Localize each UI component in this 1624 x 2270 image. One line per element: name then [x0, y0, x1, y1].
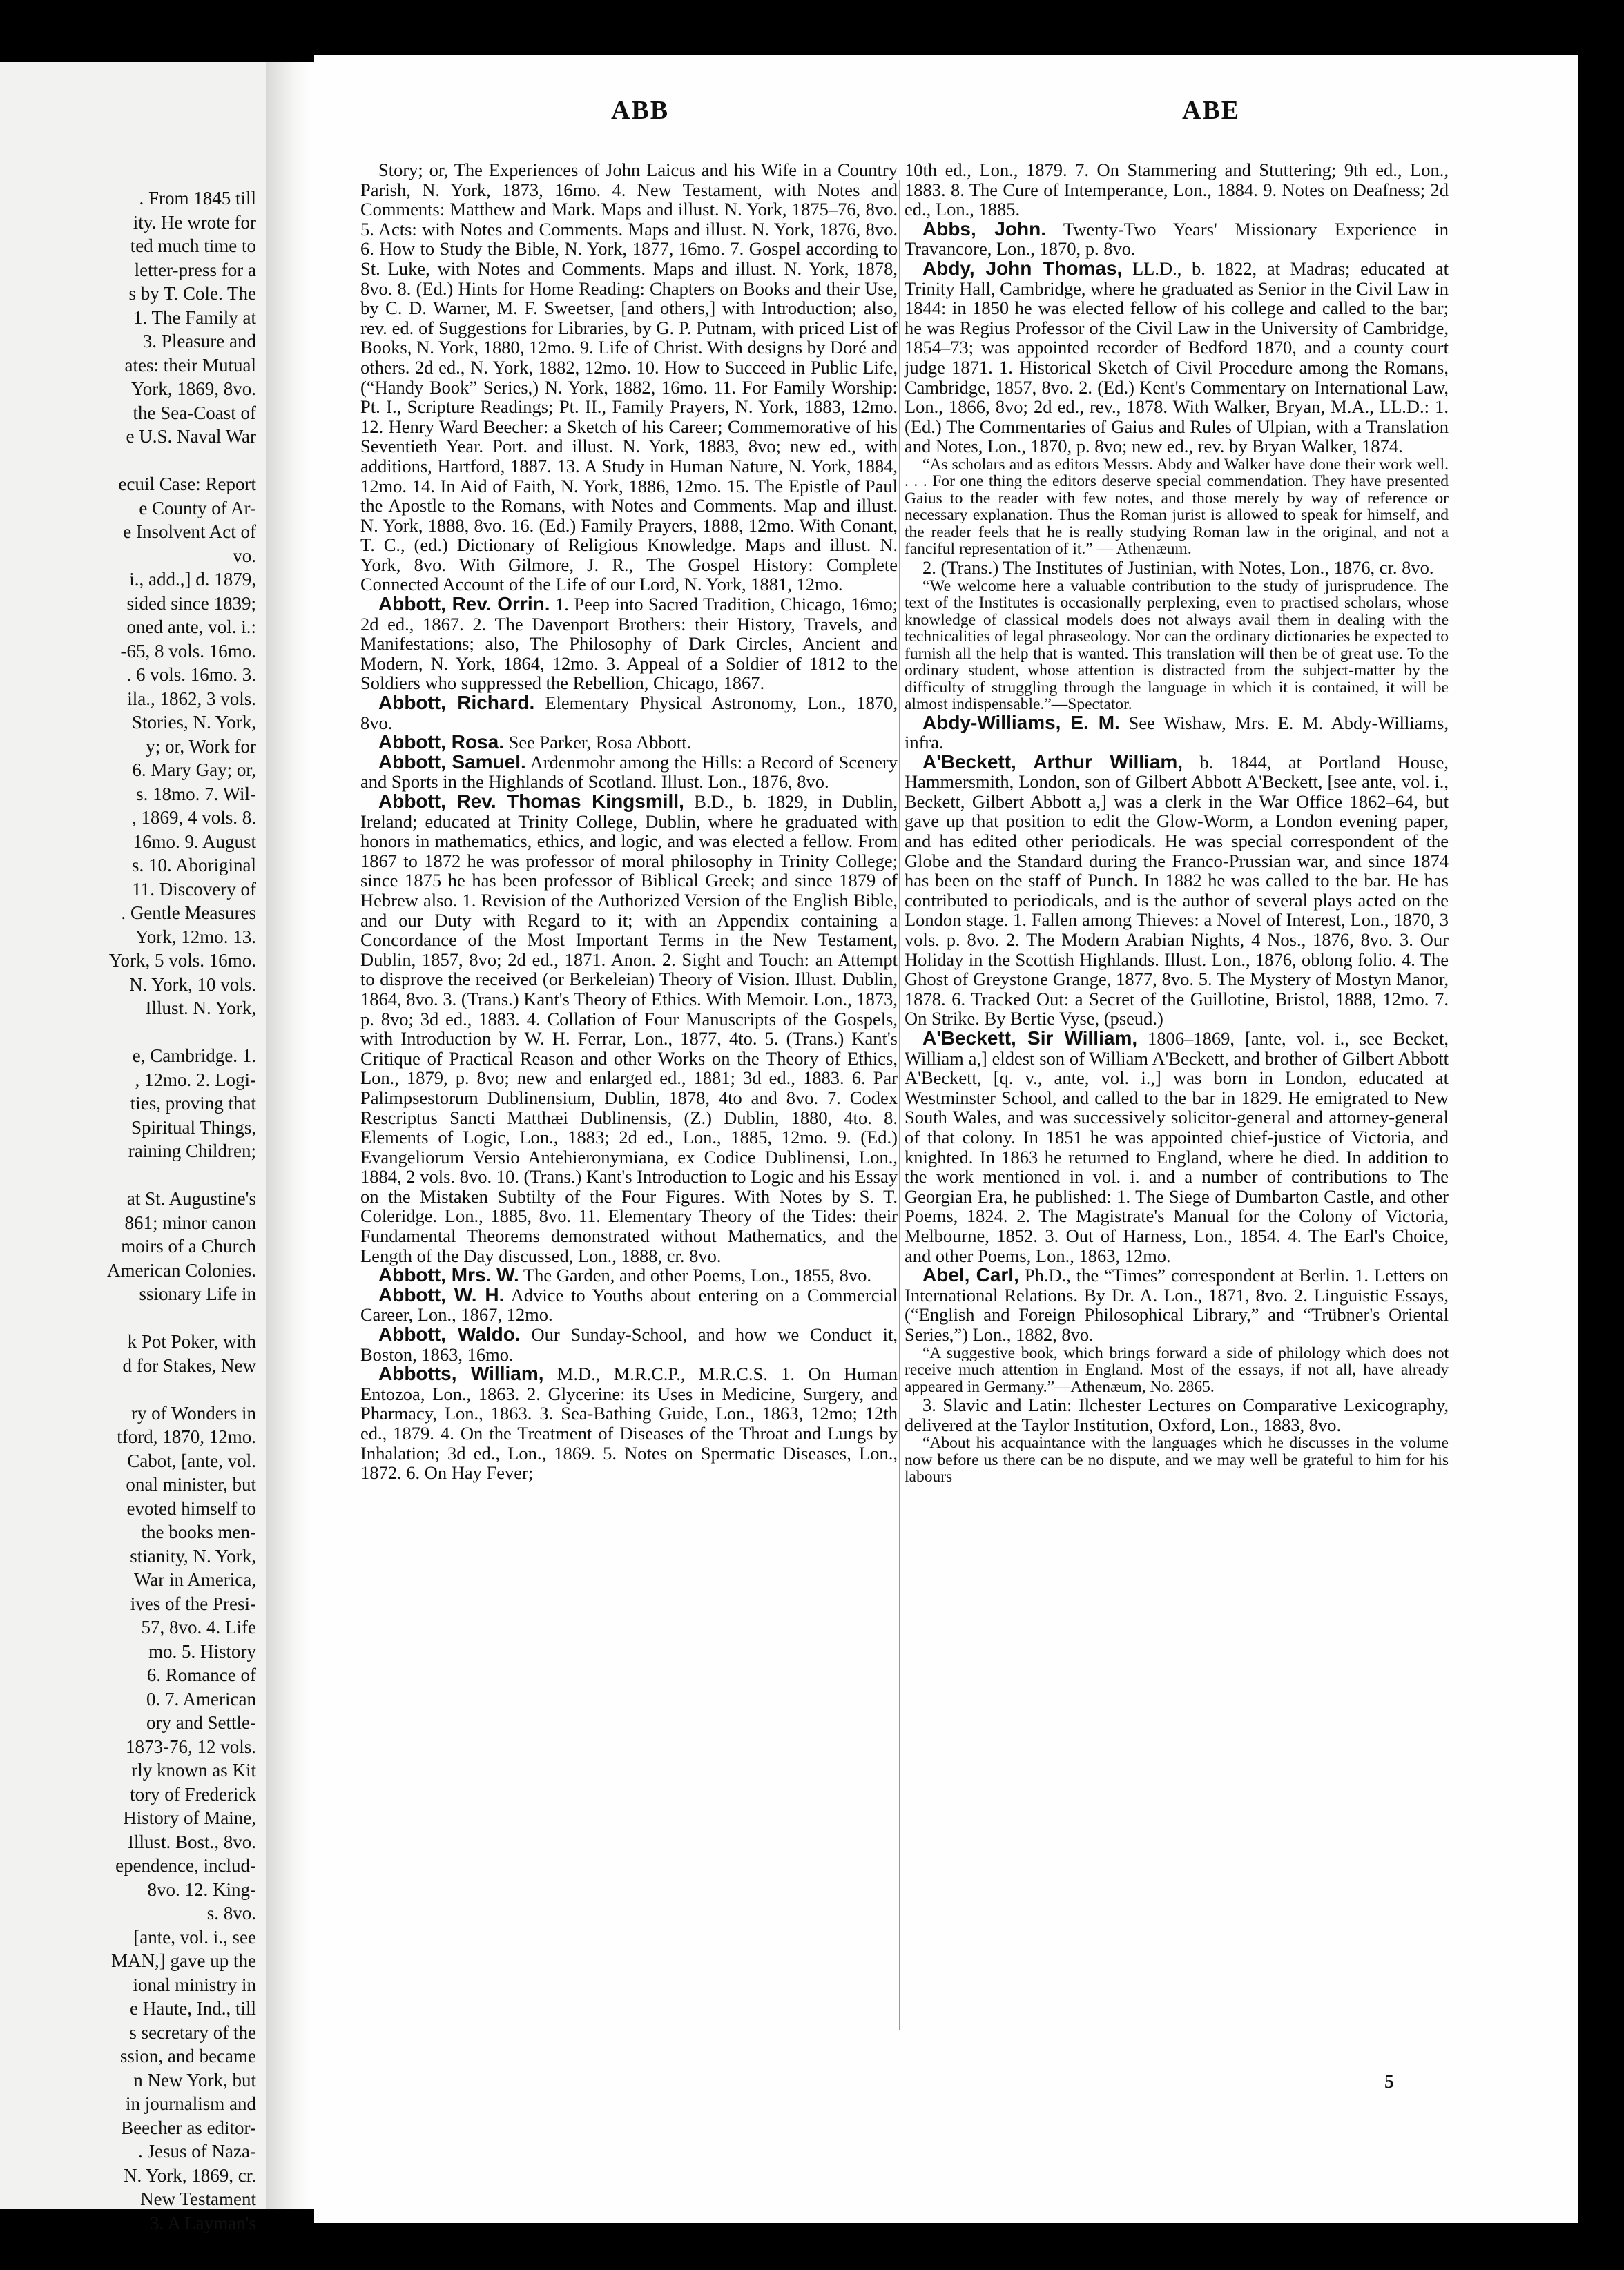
left-page-line: tory of Frederick	[130, 1783, 256, 1805]
left-page-line: . From 1845 till	[139, 188, 256, 208]
left-page-line: s secretary of the	[129, 2021, 256, 2043]
left-page-line: N. York, 1869, cr.	[123, 2164, 256, 2186]
left-page-line: n New York, but	[133, 2069, 256, 2090]
left-page-line: the Sea-Coast of	[133, 402, 256, 423]
dictionary-entry	[360, 792, 898, 1265]
dictionary-entry	[360, 1283, 898, 1326]
dictionary-entry	[905, 750, 1449, 1029]
left-page-line: 57, 8vo. 4. Life	[141, 1617, 256, 1638]
column-divider	[899, 180, 900, 2030]
entry-text: 3. Slavic and Latin: Ilchester Lectures on Comparative Lexicography, delivered at the Taylor Institution, Oxford, Lon., 1883, 8vo.	[905, 1395, 1449, 1435]
left-page-line: vo.	[233, 545, 256, 566]
dictionary-entry	[360, 750, 898, 793]
entry-headword: Abbott, Samuel.	[378, 750, 526, 773]
left-page-line	[0, 1163, 256, 1187]
left-page-line: the books men-	[141, 1522, 256, 1542]
left-page-line: 3. Pleasure and	[142, 331, 256, 351]
entry-text: Ardenmohr among the Hills: a Record of Scenery and Sports in the Highlands of Scotland. Illust. Lon., 1876, 8vo.	[360, 751, 898, 793]
entry-text: 1. Peep into Sacred Tradition, Chicago, 16mo; 2d ed., 1867. 2. The Davenport Brothers: their History, Travels, and Manifestations; also, The Philosophy of Dark Circles, Ancient and Modern, N. York, 1864, 12mo. 3. Appeal of a Soldier of 1812 to the Soldiers who suppressed the Rebellion, Chicago, 1867.	[360, 594, 898, 694]
left-page-line: [ante, vol. i., see	[133, 1926, 256, 1948]
entry-headword: Abbott, Rev. Orrin.	[378, 593, 550, 615]
left-page-line: e, Cambridge. 1.	[132, 1045, 256, 1066]
left-page-line: s. 10. Aboriginal	[132, 855, 256, 875]
entry-headword: Abbott, Rev. Thomas Kingsmill,	[378, 790, 684, 812]
left-page-line: 1873-76, 12 vols.	[126, 1736, 256, 1757]
column-right	[905, 160, 1449, 1486]
entry-text: Our Sunday-School, and how we Conduct it, Boston, 1863, 16mo.	[360, 1324, 898, 1365]
column-left	[360, 160, 898, 1483]
left-page-line: . 6 vols. 16mo. 3.	[126, 664, 256, 685]
left-page-line: k Pot Poker, with	[127, 1331, 256, 1352]
entry-text: “About his acquaintance with the languages which he discusses in the volume now before us there can be no dispute, and we may well be grateful to him for his labours	[905, 1434, 1449, 1486]
entry-headword: Abbott, Mrs. W.	[378, 1264, 519, 1286]
left-page-line: 1. The Family at	[133, 307, 256, 328]
left-page-line: 861; minor canon	[124, 1212, 256, 1233]
dictionary-entry	[905, 217, 1449, 260]
entry-headword: A'Beckett, Sir William,	[922, 1027, 1138, 1049]
left-page-line: 16mo. 9. August	[133, 831, 256, 852]
left-page-line: d for Stakes, New	[122, 1355, 256, 1376]
entry-text: “A suggestive book, which brings forward a side of philology which does not receive much attention in England. Most of the essays, if not all, have already appeared in Germany.”—Athenæum, No. 2865.	[905, 1343, 1449, 1396]
entry-headword: Abbott, Waldo.	[378, 1323, 521, 1346]
entry-headword: Abdy, John Thomas,	[922, 257, 1123, 279]
entry-headword: Abdy-Williams, E. M.	[922, 711, 1120, 733]
left-page-line: s. 8vo.	[206, 1903, 256, 1923]
left-page-line: ory and Settle-	[146, 1712, 256, 1733]
entry-paragraph	[360, 160, 898, 594]
left-page-line: e County of Ar-	[139, 497, 256, 518]
left-page-line: ives of the Presi-	[130, 1593, 256, 1614]
entry-headword: Abbott, W. H.	[378, 1283, 505, 1306]
entry-headword: Abbott, Richard.	[378, 692, 535, 714]
entry-headword: Abbotts, William,	[378, 1363, 544, 1385]
left-page-line: York, 1869, 8vo.	[130, 378, 256, 399]
left-page-line: -65, 8 vols. 16mo.	[120, 640, 256, 661]
left-page-line: 8vo. 12. King-	[147, 1879, 256, 1900]
left-page-line: . Gentle Measures	[121, 902, 256, 923]
page-number: 5	[1384, 2071, 1394, 2093]
left-page-line: e Insolvent Act of	[123, 521, 256, 542]
left-page-line: 11. Discovery of	[132, 878, 256, 900]
dictionary-entry	[905, 1029, 1449, 1265]
entry-headword: Abbs, John.	[922, 217, 1046, 240]
entry-text: See Wishaw, Mrs. E. M. Abdy-Williams, infra.	[905, 712, 1449, 753]
review-quote	[905, 1435, 1449, 1486]
left-page-line: rly known as Kit	[131, 1760, 256, 1781]
left-page-line: e Haute, Ind., till	[130, 1998, 256, 2019]
entry-text: 1806–1869, [ante, vol. i., see Becket, William a,] eldest son of William A'Beckett, and brother of Gilbert Abbott A'Beckett, [q. v., ante, vol. i.,] was born in London, educated at Westminster School, and called to the bar in 1829. He emigrated to New South Wales, and was successively solicitor-general and attorney-general of that colony. In 1851 he was appointed chief-justice of Victoria, and knighted. In 1863 he returned to England, where he died. In addition to the work mentioned in vol. i. and a number of contributions to The Georgian Era, he published: 1. The Siege of Dumbarton Castle, and other Poems, 1824. 2. The Magistrate's Manual for the Colony of Victoria, Melbourne, 1852. 3. Out of Harness, Lon., 1854. 4. The Earl's Choice, and other Poems, Lon., 1863, 12mo.	[905, 1028, 1449, 1266]
entry-text: Elementary Physical Astronomy, Lon., 1870, 8vo.	[360, 692, 898, 733]
left-page-line: evoted himself to	[126, 1497, 256, 1519]
review-quote	[905, 456, 1449, 558]
left-page-line: 6. Mary Gay; or,	[132, 759, 256, 780]
entry-headword: A'Beckett, Arthur William,	[922, 750, 1183, 773]
left-page-line: ssion, and became	[119, 2046, 256, 2066]
entry-continuation	[905, 160, 1449, 220]
dictionary-entry	[360, 693, 898, 733]
left-page-line: moirs of a Church	[121, 1236, 256, 1257]
left-page-line: American Colonies.	[107, 1259, 256, 1281]
entry-text: Story; or, The Experiences of John Laicus and his Wife in a Country Parish, N. York, 1873, 16mo. 4. New Testament, with Notes and Comments: Matthew and Mark. Maps and illust. N. York, 1875–76, 8vo. 5. Acts: with Notes and Comments. Maps and illust. N. York, 1876, 8vo. 6. How to Study the Bible, N. York, 1877, 16mo. 7. Gospel according to St. Luke, with Notes and Comments. Maps and illust. N. York, 1878, 8vo. 8. (Ed.) Hints for Home Reading: Chapters on Books and their Use, by C. D. Warner, M. F. Sweetser, [and others,] with Introduction; also, rev. ed. of Suggestions for Libraries, by G. P. Putnam, with priced List of Books, N. York, 1880, 12mo. 9. Life of Christ. With designs by Doré and others. 2d ed., N. York, 1882, 12mo. 10. How to Succeed in Public Life, (“Handy Book” Series,) N. York, 1882, 16mo. 11. For Family Worship: Pt. I., Scripture Readings; Pt. II., Family Prayers, N. York, 1883, 12mo. 12. Henry Ward Beecher: a Sketch of his Career; Commemorative of his Seventieth Year. Port. and illust. N. York, 1883, 8vo; new ed., with additions, Hartford, 1887. 13. A Study in Human Nature, N. York, 1884, 12mo. 14. In Aid of Faith, N. York, 1886, 12mo. 15. The Epistle of Paul the Apostle to the Romans, with Notes and Comments. Map and illust. N. York, 1888, 8vo. 16. (Ed.) Family Prayers, 1888, 12mo. With Conant, T. C., (ed.) Dictionary of Religious Knowledge. Maps and illust. N. York, 8vo. With Gilmore, J. R., The Gospel History: Complete Connected Account of the Life of our Lord, N. York, 1881, 12mo.	[360, 159, 898, 595]
left-page-line: York, 12mo. 13.	[135, 926, 256, 947]
left-page-line: War in America,	[133, 1569, 256, 1590]
left-page-line: ila., 1862, 3 vols.	[127, 688, 256, 709]
left-page-line: s. 18mo. 7. Wil-	[136, 783, 256, 804]
left-page-line	[0, 449, 256, 473]
left-page-line	[0, 1306, 256, 1330]
left-page-line: MAN,] gave up the	[111, 1950, 256, 1971]
left-page-line: ssionary Life in	[139, 1283, 256, 1304]
left-page-line: History of Maine,	[123, 1807, 256, 1828]
left-page-line: ional ministry in	[133, 1974, 256, 1995]
left-page-line: N. York, 10 vols.	[129, 973, 256, 995]
left-page-line: , 12mo. 2. Logi-	[135, 1069, 256, 1090]
entry-text: b. 1844, at Portland House, Hammersmith, London, son of Gilbert Abbott A'Beckett, [see ante, vol. i., Beckett, Gilbert Abbott a,] was a clerk in the War Office 1862–64, but gave up that position to edit the Glow-Worm, a London evening paper, and has edited other periodicals. He was special correspondent of the Globe and the Standard during the Franco-Prussian war, and since 1874 has been on the staff of Punch. In 1882 he was called to the bar. He has contributed to periodicals, and is the author of several plays acted on the London stage. 1. Fallen among Thieves: a Novel of Interest, Lon., 1870, 3 vols. p. 8vo. 2. The Modern Arabian Nights, 4 Nos., 1876, 8vo. 3. Our Holiday in the Scottish Highlands. Illust. Lon., 1876, oblong folio. 4. The Ghost of Greystone Grange, 1877, 8vo. 5. The Mystery of Mostyn Manor, 1878. 6. Tracked Out: a Secret of the Guillotine, Bristol, 1888, 12mo. 7. On Strike. By Bertie Vyse, (pseud.)	[905, 751, 1449, 1029]
left-page-line: ecuil Case: Report	[118, 474, 256, 494]
left-page-line: in journalism and	[126, 2093, 256, 2114]
left-page-line: sided since 1839;	[126, 592, 256, 614]
left-page-line: York, 5 vols. 16mo.	[108, 950, 256, 971]
left-page-line: stianity, N. York,	[130, 1545, 256, 1566]
left-page-line: ted much time to	[130, 235, 256, 256]
dictionary-entry	[905, 1265, 1449, 1344]
entry-text: 10th ed., Lon., 1879. 7. On Stammering and Stuttering; 9th ed., Lon., 1883. 8. The Cure of Intemperance, Lon., 1884. 9. Notes on Deafness; 2d ed., Lon., 1885.	[905, 159, 1449, 220]
entry-text: “We welcome here a valuable contribution to the study of jurisprudence. The text of the Institutes is occasionally perplexing, even to practised scholars, whose knowledge of classical models does not always avail them in dealing with the technicalities of legal phraseology. Nor can the ordinary dictionaries be expected to furnish all the help that is wanted. This translation will then be of great use. To the ordinary student, whose attention is distracted from the subject-matter by the difficulty of struggling through the language in which it is contained, it will be almost indispensable.”—Spectator.	[905, 576, 1449, 713]
entry-headword: Abbott, Rosa.	[378, 731, 504, 753]
left-page-line: ry of Wonders in	[130, 1402, 256, 1424]
dictionary-entry	[905, 713, 1449, 753]
left-page-line: 0. 7. American	[146, 1688, 256, 1709]
left-page-line: ates: their Mutual	[124, 354, 256, 376]
left-page-line: Cabot, [ante, vol.	[127, 1450, 256, 1471]
left-page-line	[0, 1377, 256, 1401]
dictionary-entry	[360, 1325, 898, 1364]
running-head-right: ABE	[1182, 96, 1241, 125]
dictionary-entry	[360, 594, 898, 693]
review-quote	[905, 578, 1449, 713]
left-page-line: s by T. Cole. The	[128, 283, 256, 304]
left-page-fragment	[0, 62, 266, 2233]
left-page-line: 6. Romance of	[146, 1665, 256, 1685]
left-page-text	[0, 186, 256, 2235]
entry-text: B.D., b. 1829, in Dublin, Ireland; educated at Trinity College, Dublin, where he graduated with honors in mathematics, ethics, and logic, and was elected a fellow. From 1867 to 1872 he was professor of moral philosophy in Trinity College; since 1875 he has been professor of Biblical Greek; and since 1879 of Hebrew also. 1. Revision of the Authorized Version of the English Bible, and our Duty with Regard to it; with an Appendix containing a Concordance of the Most Important Terms in the New Testament, Dublin, 1857, 8vo; 2d ed., 1871. Anon. 2. Sight and Touch: an Attempt to disprove the received (or Berkeleian) Theory of Vision. Illust. Dublin, 1864, 8vo. 3. (Trans.) Kant's Theory of Ethics. With Memoir. Lon., 1873, p. 8vo; 3d ed., 1883. 4. Collation of Four Manuscripts of the Gospels, with Introduction by W. H. Ferrar, Lon., 1877, 4to. 5. (Trans.) Kant's Critique of Practical Reason and other Works on the Theory of Ethics, Lon., 1879, p. 8vo; new and enlarged ed., 1881; 3d ed., 1883. 6. Par Palimpsestorum Dublinensium, Dublin, 1878, 4to and 8vo. 7. Codex Rescriptus Sancti Matthæi Dublinensis, (Z.) Dublin, 1880, 4to. 8. Elements of Logic, Lon., 1883; 2d ed., Lon., 1885, 12mo. 9. (Ed.) Evangeliorum Versio Antehieronymiana, ex Codice Dublinensi, Lon., 1884, 2 vols. 8vo. 10. (Trans.) Kant's Introduction to Logic and his Essay on the Mistaken Subtilty of the Four Figures. With Notes by S. T. Coleridge. Lon., 1885, 8vo. 11. Elementary Theory of the Tides: their Fundamental Theorems demonstrated without Mathematics, and the Length of the Day discussed, Lon., 1888, cr. 8vo.	[360, 791, 898, 1266]
entry-text: See Parker, Rosa Abbott.	[508, 732, 692, 753]
dictionary-entry	[905, 259, 1449, 456]
dictionary-entry	[360, 1364, 898, 1483]
entry-text: “As scholars and as editors Messrs. Abdy and Walker have done their work well. . . . For one thing the editors deserve special commendation. They have presented Gaius to the reader with few notes, and those merely by way of reference or necessary explanation. Thus the Roman jurist is allowed to speak for himself, and the reader feels that he is really studying Roman law in the original, and not a fanciful representation of it.” — Athenæum.	[905, 455, 1449, 559]
review-quote	[905, 1345, 1449, 1396]
left-page-line: Stories, N. York,	[131, 712, 256, 733]
left-page-line: ependence, includ-	[115, 1855, 256, 1876]
entry-text: LL.D., b. 1822, at Madras; educated at Trinity Hall, Cambridge, where he graduated as Senior in the Civil Law in 1844: in 1850 he was elected fellow of his college and called to the bar; he was Regius Professor of the Civil Law in the University of Cambridge, 1854–73; was appointed recorder of Bedford 1870, and a county court judge 1871. 1. Historical Sketch of Civil Procedure among the Romans, Cambridge, 1857, 8vo. 2. (Ed.) Kent's Commentary on International Law, Lon., 1866, 8vo; 2d ed., rev., 1878. With Walker, Bryan, M.A., LL.D.: 1. (Ed.) The Commentaries of Gaius and Rules of Ulpian, with a Translation and Notes, Lon., 1870, p. 8vo; new ed., rev. by Bryan Walker, 1874.	[905, 258, 1449, 457]
book-gutter	[266, 62, 314, 2209]
left-page-line: Beecher as editor-	[121, 2117, 256, 2138]
left-page-line: , 1869, 4 vols. 8.	[131, 807, 256, 828]
entry-text: 2. (Trans.) The Institutes of Justinian, with Notes, Lon., 1876, cr. 8vo.	[922, 556, 1434, 578]
entry-text: Ph.D., the “Times” correspondent at Berlin. 1. Letters on International Relations. By Dr. A. Lon., 1871, 8vo. 2. Linguistic Essays, (“English and Foreign Philosophical Library,” and “Trübner's Oriental Series,”) Lon., 1882, 8vo.	[905, 1265, 1449, 1345]
entry-headword: Abel, Carl,	[922, 1264, 1019, 1286]
left-page-line: 3. A Layman's	[149, 2212, 256, 2233]
entry-text: M.D., M.R.C.P., M.R.C.S. 1. On Human Entozoa, Lon., 1863. 2. Glycerine: its Uses in Medicine, Surgery, and Pharmacy, Lon., 1863. 3. Sea-Bathing Guide, Lon., 1863, 12mo; 12th ed., 1879. 4. On the Treatment of Diseases of the Throat and Lungs by Inhalation; 3d ed., Lon., 1869. 5. Notes on Spermatic Diseases, Lon., 1872. 6. On Hay Fever;	[360, 1364, 898, 1484]
left-page-line: oned ante, vol. i.:	[126, 617, 256, 637]
left-page-line: ties, proving that	[130, 1093, 256, 1114]
entry-text: Advice to Youths about entering on a Commercial Career, Lon., 1867, 12mo.	[360, 1284, 898, 1326]
left-page-line: at St. Augustine's	[126, 1188, 256, 1209]
entry-paragraph	[905, 1395, 1449, 1435]
left-page-line: mo. 5. History	[148, 1640, 256, 1662]
entry-paragraph	[905, 558, 1449, 578]
dictionary-entry	[360, 733, 898, 753]
left-page-line: y; or, Work for	[146, 735, 256, 757]
entry-text: Twenty-Two Years' Missionary Experience in Travancore, Lon., 1870, p. 8vo.	[905, 218, 1449, 260]
left-page-line: letter-press for a	[134, 259, 256, 280]
left-page-line: Spiritual Things,	[130, 1116, 256, 1138]
left-page-line: e U.S. Naval War	[126, 426, 256, 447]
left-page-line	[0, 1020, 256, 1045]
left-page-line: Illust. N. York,	[145, 998, 256, 1018]
entry-text: The Garden, and other Poems, Lon., 1855, 8vo.	[523, 1265, 872, 1286]
left-page-line: Illust. Bost., 8vo.	[127, 1831, 256, 1852]
left-page-line: . Jesus of Naza-	[138, 2141, 256, 2162]
left-page-line: onal minister, but	[126, 1474, 256, 1495]
left-page-line: raining Children;	[128, 1141, 256, 1161]
left-page-line: ity. He wrote for	[133, 211, 256, 233]
left-page-line: i., add.,] d. 1879,	[129, 569, 256, 590]
left-page-line: tford, 1870, 12mo.	[117, 1426, 256, 1447]
dictionary-entry	[360, 1265, 898, 1286]
running-head-left: ABB	[611, 96, 670, 125]
left-page-line: New Testament	[140, 2189, 256, 2209]
